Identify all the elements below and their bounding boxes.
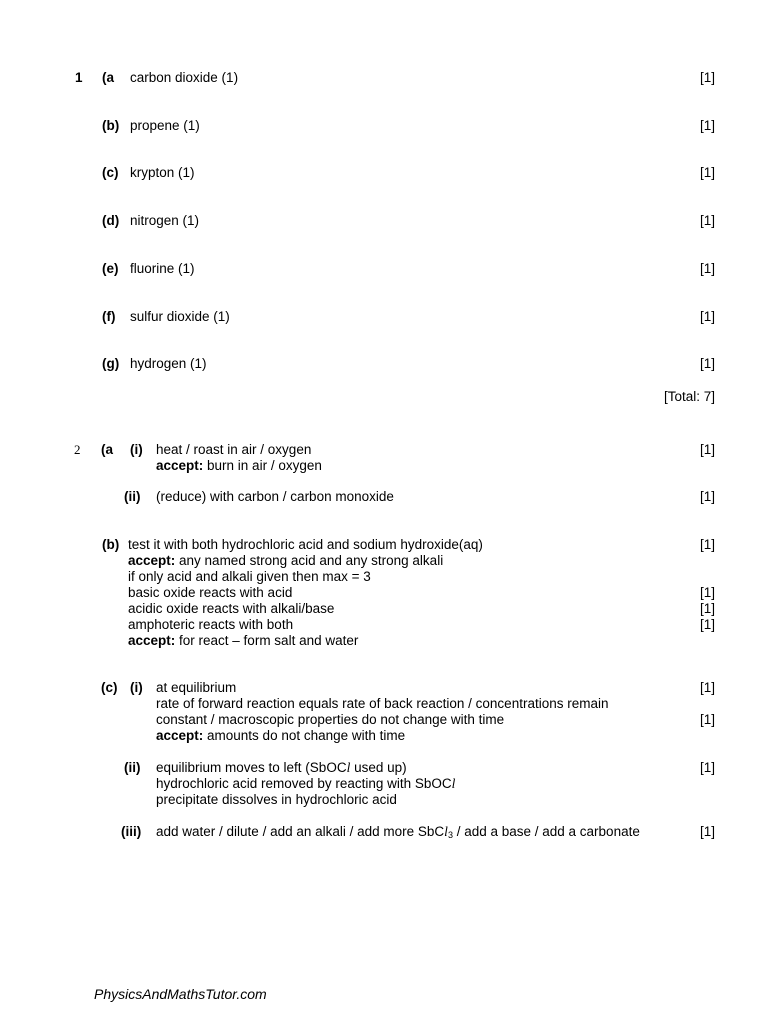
q2-b-line-5: acidic oxide reacts with alkali/base [128, 601, 335, 616]
q1-part-b-mark: [1] [699, 118, 715, 133]
q2-a-i-label: (i) [130, 442, 143, 457]
q2-a-i-answer: heat / roast in air / oxygen [156, 442, 312, 457]
q2-c-iii-mark: [1] [699, 824, 715, 839]
q2-c-ii-mark: [1] [699, 760, 715, 775]
q2-c-i-label: (i) [130, 680, 143, 695]
q1-part-f-label: (f) [102, 309, 116, 324]
chlorine-l-symbol: l [346, 760, 351, 775]
question-2-number: 2 [74, 442, 81, 457]
q1-part-b-answer: propene (1) [130, 118, 200, 133]
q1-part-f-answer: sulfur dioxide (1) [130, 309, 230, 324]
q2-b-accept-2 [128, 633, 358, 649]
q2-c-i-line-3: constant / macroscopic properties do not change with time [156, 712, 505, 727]
q1-part-d-answer: nitrogen (1) [130, 213, 200, 228]
q2-b-accept [128, 553, 443, 569]
q2-c-i-mark-3: [1] [699, 712, 715, 727]
q2-b-line-6: amphoteric reacts with both [128, 617, 294, 632]
accept-label: accept: [156, 458, 204, 473]
q1-part-c-mark: [1] [699, 165, 715, 180]
text-part: add water / dilute / add an alkali / add more SbC [156, 824, 445, 839]
q2-b-mark-1: [1] [699, 537, 715, 552]
q1-part-a-answer: carbon dioxide (1) [130, 70, 239, 85]
chlorine-l-symbol: l [451, 776, 456, 791]
q1-total: [Total: 7] [663, 389, 715, 404]
q2-a-ii-mark: [1] [699, 489, 715, 504]
text-part: / add a base / add a carbonate [452, 824, 640, 839]
q2-c-i-accept [156, 728, 405, 744]
q2-c-iii-answer [156, 824, 640, 840]
q2-a-i-mark: [1] [699, 442, 715, 457]
q1-part-e-label: (e) [102, 261, 119, 276]
q1-part-e-answer: fluorine (1) [130, 261, 195, 276]
q2-c-i-mark-1: [1] [699, 680, 715, 695]
q2-c-ii-line-1 [156, 760, 407, 776]
q2-b-mark-5: [1] [699, 601, 715, 616]
accept-text: any named strong acid and any strong alkali [175, 553, 444, 568]
q1-part-d-mark: [1] [699, 213, 715, 228]
accept-text: burn in air / oxygen [203, 458, 322, 473]
accept-text: for react – form salt and water [175, 633, 359, 648]
q2-a-i-accept [156, 458, 322, 474]
q2-c-i-line-1: at equilibrium [156, 680, 237, 695]
q2-b-mark-4: [1] [699, 585, 715, 600]
footer-source: PhysicsAndMathsTutor.com [94, 986, 267, 1002]
q1-part-g-label: (g) [102, 356, 120, 371]
q1-part-c-answer: krypton (1) [130, 165, 195, 180]
text-part: equilibrium moves to left (SbOC [156, 760, 347, 775]
question-1-number: 1 [75, 70, 83, 85]
q2-a-ii-label: (ii) [124, 489, 141, 504]
q1-part-g-answer: hydrogen (1) [130, 356, 207, 371]
q2-b-line-4: basic oxide reacts with acid [128, 585, 293, 600]
q2-b-line-1: test it with both hydrochloric acid and sodium hydroxide(aq) [128, 537, 483, 552]
q2-part-b-label: (b) [102, 537, 120, 552]
accept-label: accept: [128, 553, 176, 568]
q1-part-a-label: (a [102, 70, 115, 85]
q1-part-c-label: (c) [102, 165, 119, 180]
q2-c-ii-label: (ii) [124, 760, 141, 775]
accept-label: accept: [156, 728, 204, 743]
q2-a-ii-answer: (reduce) with carbon / carbon monoxide [156, 489, 394, 504]
q1-part-b-label: (b) [102, 118, 120, 133]
q2-c-ii-line-3: precipitate dissolves in hydrochloric acid [156, 792, 397, 807]
q1-part-g-mark: [1] [699, 356, 715, 371]
accept-label: accept: [128, 633, 176, 648]
text-part: used up) [350, 760, 407, 775]
q2-b-line-3: if only acid and alkali given then max = 3 [128, 569, 371, 584]
subscript-3: 3 [447, 830, 453, 840]
q1-part-e-mark: [1] [699, 261, 715, 276]
q1-part-a-mark: [1] [699, 70, 715, 85]
q1-part-d-label: (d) [102, 213, 120, 228]
q2-part-c-label: (c) [101, 680, 118, 695]
text-part: hydrochloric acid removed by reacting with SbOC [156, 776, 452, 791]
q2-part-a-label: (a [101, 442, 114, 457]
accept-text: amounts do not change with time [203, 728, 406, 743]
q2-c-iii-label: (iii) [121, 824, 142, 839]
q2-c-ii-line-2 [156, 776, 455, 792]
chlorine-l-symbol: l [444, 824, 448, 839]
q1-part-f-mark: [1] [699, 309, 715, 324]
q2-c-i-line-2: rate of forward reaction equals rate of back reaction / concentrations remain [156, 696, 609, 711]
q2-b-mark-6: [1] [699, 617, 715, 632]
